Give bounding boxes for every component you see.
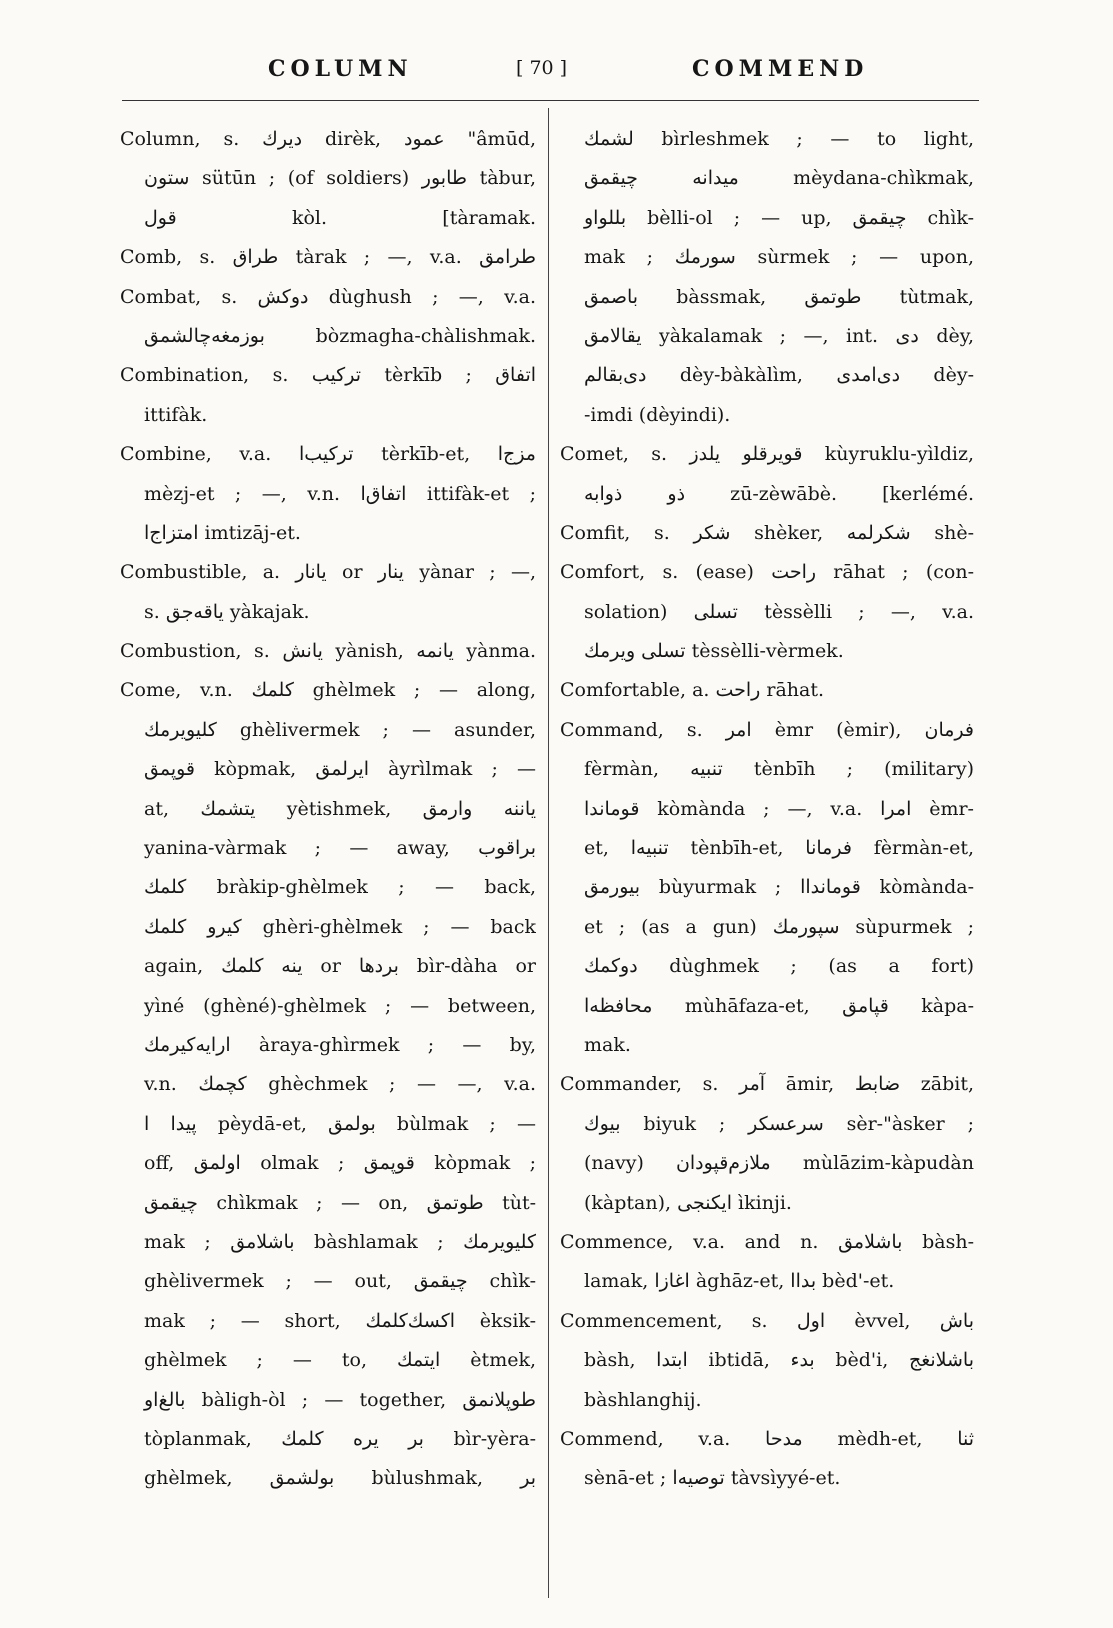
dictionary-line: (navy) ملازم‌قپودان mùlāzim-kàpudàn xyxy=(584,1152,974,1175)
dictionary-line: lamak, اغازا àghāz-et, بداا bèd'-et. xyxy=(584,1270,895,1293)
dictionary-line: bàshlanghij. xyxy=(584,1388,702,1411)
dictionary-line: v.n. کچمك ghèchmek ; — —, v.a. xyxy=(144,1073,536,1096)
right-column xyxy=(560,120,974,1499)
dictionary-line: yìné (ghèné)-ghèlmek ; — between, xyxy=(144,994,536,1017)
dictionary-line: ارایه‌کیرمك àraya-ghìrmek ; — by, xyxy=(144,1033,536,1056)
dictionary-line: mak ; باشلامق bàshlamak ; کلیویرمك xyxy=(144,1230,536,1253)
dictionary-line: محافظه‌ا mùhāfaza-et, قپامق kàpa- xyxy=(584,994,974,1017)
dictionary-line: یقالامق yàkalamak ; —, int. دی dèy, xyxy=(584,324,974,347)
column-divider xyxy=(548,108,549,1598)
dictionary-line: Combat, s. دوکش dùghush ; —, v.a. xyxy=(120,285,536,308)
dictionary-line: Commencement, s. اول èvvel, باش xyxy=(560,1309,974,1332)
dictionary-line: Command, s. امر èmr (èmir), فرمان xyxy=(560,718,974,741)
dictionary-line: لشمك bìrleshmek ; — to light, xyxy=(584,128,974,150)
dictionary-line: چیقمق chìkmak ; — on, طوتمق tùt- xyxy=(144,1191,536,1214)
dictionary-line: امتزاج‌ا imtizāj-et. xyxy=(144,521,301,544)
dictionary-line: mak. xyxy=(584,1033,631,1056)
dictionary-line: ittifàk. xyxy=(144,403,208,426)
dictionary-line: Column, s. دیرك dirèk, عمود "âmūd, xyxy=(120,128,536,150)
header-right-guideword: COMMEND xyxy=(692,56,869,82)
dictionary-line: fèrmàn, تنبیه tènbīh ; (military) xyxy=(584,758,974,781)
dictionary-line: off, اولمق olmak ; قوپمق kòpmak ; xyxy=(144,1152,536,1175)
dictionary-line: بیورمق bùyurmak ; قومانداا kòmànda- xyxy=(584,876,974,899)
dictionary-line: et ; (as a gun) سپورمك sùpurmek ; xyxy=(584,915,974,938)
dictionary-line: باصمق bàssmak, طوتمق tùtmak, xyxy=(584,285,974,308)
dictionary-line: bàsh, ابتدا ibtidā, بدء bèd'i, باشلانغج xyxy=(584,1349,974,1372)
dictionary-line: -imdi (dèyindi). xyxy=(584,403,731,426)
dictionary-line: Combine, v.a. ترکیب‌ا tèrkīb-et, مزج‌ا xyxy=(120,443,536,466)
dictionary-line: tòplanmak, بر یره کلمك bìr-yèra- xyxy=(144,1427,536,1450)
dictionary-line: mak ; — short, اکسك‌کلمك èksik- xyxy=(144,1309,536,1332)
dictionary-line: قوپمق kòpmak, ایرلمق àyrìlmak ; — xyxy=(144,758,536,781)
dictionary-line: ستون sütūn ; (of soldiers) طابور tàbur, xyxy=(144,167,536,190)
dictionary-line: solation) تسلی tèssèlli ; —, v.a. xyxy=(584,600,974,623)
dictionary-line: پیدا ا pèydā-et, بولمق bùlmak ; — xyxy=(144,1112,536,1135)
dictionary-line: (kàptan), ایکنجی ìkinji. xyxy=(584,1191,792,1214)
dictionary-line: again, ینه کلمك or بردها bìr-dàha or xyxy=(144,955,536,978)
header-rule xyxy=(122,100,979,101)
dictionary-line: ذو ذوابه zū-zèwābè. [kerlémé. xyxy=(584,482,974,505)
dictionary-line: کلیویرمك ghèlivermek ; — asunder, xyxy=(144,718,536,741)
dictionary-line: تسلی ویرمك tèssèlli-vèrmek. xyxy=(584,640,844,663)
dictionary-line: Comfit, s. شکر shèker, شکرلمه shè- xyxy=(560,521,974,544)
dictionary-line: بوزمغه‌چالشمق bòzmagha-chàlishmak. xyxy=(144,324,536,347)
dictionary-line: دی‌بقالم dèy-bàkàlìm, دی‌امدی dèy- xyxy=(584,364,974,387)
dictionary-line: Commence, v.a. and n. باشلامق bàsh- xyxy=(560,1230,974,1253)
dictionary-line: بللواو bèlli-ol ; — up, چیقمق chìk- xyxy=(584,206,974,229)
dictionary-line: ghèlmek ; — to, ایتمك ètmek, xyxy=(144,1349,536,1372)
dictionary-line: et, تنبیه‌ا tènbīh-et, فرمانا fèrmàn-et, xyxy=(584,837,974,860)
dictionary-line: قوماندا kòmànda ; —, v.a. امرا èmr- xyxy=(584,797,974,820)
dictionary-line: Comfort, s. (ease) راحت rāhat ; (con- xyxy=(560,561,974,584)
dictionary-line: Combustible, a. یانار or ینار yànar ; —, xyxy=(120,561,536,584)
dictionary-line: Combination, s. ترکیب tèrkīb ; اتفاق xyxy=(120,364,536,387)
dictionary-line: Commend, v.a. مدحا mèdh-et, ثنا xyxy=(560,1427,974,1450)
dictionary-line: sènā-et ; توصیه‌ا tàvsìyyé-et. xyxy=(584,1467,841,1490)
dictionary-line: کیرو کلمك ghèri-ghèlmek ; — back xyxy=(144,915,536,938)
dictionary-line: mak ; سورمك sùrmek ; — upon, xyxy=(584,246,974,269)
dictionary-line: Come, v.n. کلمك ghèlmek ; — along, xyxy=(120,679,536,702)
dictionary-line: at, یتشمك yètishmek, یاننه وارمق xyxy=(144,797,536,820)
dictionary-line: بالغ‌او bàligh-òl ; — together, طوپلانمق xyxy=(144,1388,536,1411)
dictionary-line: دوکمك dùghmek ; (as a fort) xyxy=(584,955,974,978)
dictionary-line: میدانه چیقمق mèydana-chìkmak, xyxy=(584,167,974,190)
dictionary-line: Comb, s. طراق tàrak ; —, v.a. طرامق xyxy=(120,246,536,269)
dictionary-line: Commander, s. آمر āmir, ضابط zābit, xyxy=(560,1073,974,1096)
dictionary-line: Comet, s. قویرقلو یلدز kùyruklu-yìldiz, xyxy=(560,443,974,466)
dictionary-line: ghèlivermek ; — out, چیقمق chìk- xyxy=(144,1270,536,1293)
dictionary-line: بیوك biyuk ; سرعسکر sèr-"àsker ; xyxy=(584,1112,974,1135)
page-number: [ 70 ] xyxy=(516,57,568,79)
dictionary-line: کلمك bràkip-ghèlmek ; — back, xyxy=(144,876,536,899)
dictionary-line: s. یاقه‌جق yàkajak. xyxy=(144,600,310,623)
page-header xyxy=(0,56,1113,86)
dictionary-line: ghèlmek, بولشمق bùlushmak, بر xyxy=(144,1467,536,1490)
dictionary-line: yanina-vàrmak ; — away, براقوب xyxy=(144,837,536,860)
dictionary-line: Comfortable, a. راحت rāhat. xyxy=(560,679,825,702)
dictionary-line: mèzj-et ; —, v.n. اتفاق‌ا ittifàk-et ; xyxy=(144,482,536,505)
left-column xyxy=(120,120,536,1499)
header-left-guideword: COLUMN xyxy=(268,56,413,82)
dictionary-line: Combustion, s. یانش yànish, یانمه yànma. xyxy=(120,640,536,663)
dictionary-line: قول kòl. [tàramak. xyxy=(144,206,536,229)
